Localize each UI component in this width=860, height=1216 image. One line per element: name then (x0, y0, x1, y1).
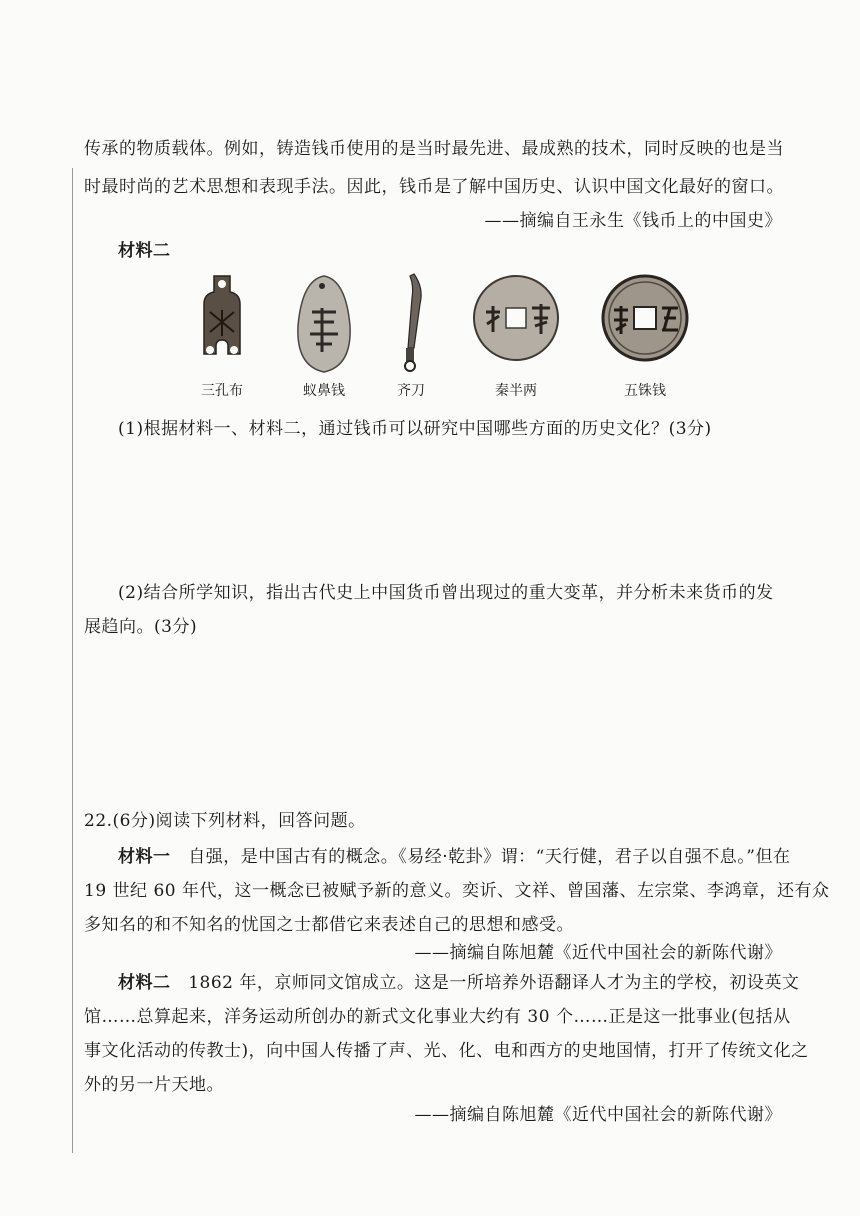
q22-material2-line3: 事文化活动的传教士)，向中国人传播了声、光、化、电和西方的史地国情，打开了传统文化之 (84, 1041, 809, 1061)
coin-label-wuzhuqian: 五铢钱 (624, 383, 666, 399)
question-2-line1: (2)结合所学知识，指出古代史上中国货币曾出现过的重大变革，并分析未来货币的发 (118, 583, 774, 603)
material1-source: ——摘编自王永生《钱币上的中国史》 (484, 211, 782, 231)
qi-knife-coin-icon (394, 272, 428, 372)
wuzhu-coin-icon (600, 272, 690, 364)
three-hole-spade-coin-icon (196, 272, 248, 372)
binding-margin-line (72, 168, 73, 1153)
material2-heading: 材料二 (118, 241, 171, 261)
question-22-title: 22.(6分)阅读下列材料，回答问题。 (84, 811, 366, 831)
q22-material1-source: ——摘编自陈旭麓《近代中国社会的新陈代谢》 (414, 943, 782, 963)
q22-material1-line2: 19 世纪 60 年代，这一概念已被赋予新的意义。奕䜣、文祥、曾国藩、左宗棠、李鸿章，还有众 (84, 881, 830, 901)
coin-label-sankongbu: 三孔布 (201, 383, 243, 399)
ant-nose-coin-icon (292, 272, 356, 376)
q22-material2-line1 (118, 968, 800, 993)
question-1: (1)根据材料一、材料二，通过钱币可以研究中国哪些方面的历史文化？(3分) (118, 419, 712, 439)
q22-material1-label: 材料一 (118, 847, 171, 867)
coin-label-qinbanliang: 秦半两 (495, 383, 537, 399)
qin-banliang-coin-icon (472, 272, 560, 364)
coin-label-qidao: 齐刀 (397, 383, 425, 399)
q22-material2-label: 材料二 (118, 973, 171, 993)
q22-material1-line1 (118, 842, 791, 867)
q22-material2-line2: 馆……总算起来，洋务运动所创办的新式文化事业大约有 30 个……正是这一批事业(包括从 (84, 1007, 791, 1027)
q22-material1-line3: 多知名的和不知名的忧国之士都借它来表述自己的思想和感受。 (84, 915, 574, 935)
q22-material2-text: 1862 年，京师同文馆成立。这是一所培养外语翻译人才为主的学校，初设英文 (188, 973, 800, 993)
coin-label-yibiqian: 蚁鼻钱 (303, 383, 345, 399)
q22-material2-source: ——摘编自陈旭麓《近代中国社会的新陈代谢》 (414, 1105, 782, 1125)
material1-text-line1: 传承的物质载体。例如，铸造钱币使用的是当时最先进、最成熟的技术，同时反映的也是当 (84, 139, 784, 159)
q22-material2-line4: 外的另一片天地。 (84, 1075, 224, 1095)
material1-text-line2: 时最时尚的艺术思想和表现手法。因此，钱币是了解中国历史、认识中国文化最好的窗口。 (84, 177, 784, 197)
q22-material1-text: 自强，是中国古有的概念。《易经·乾卦》谓：“天行健，君子以自强不息。”但在 (188, 847, 791, 867)
question-2-line2: 展趋向。(3分) (84, 617, 198, 637)
